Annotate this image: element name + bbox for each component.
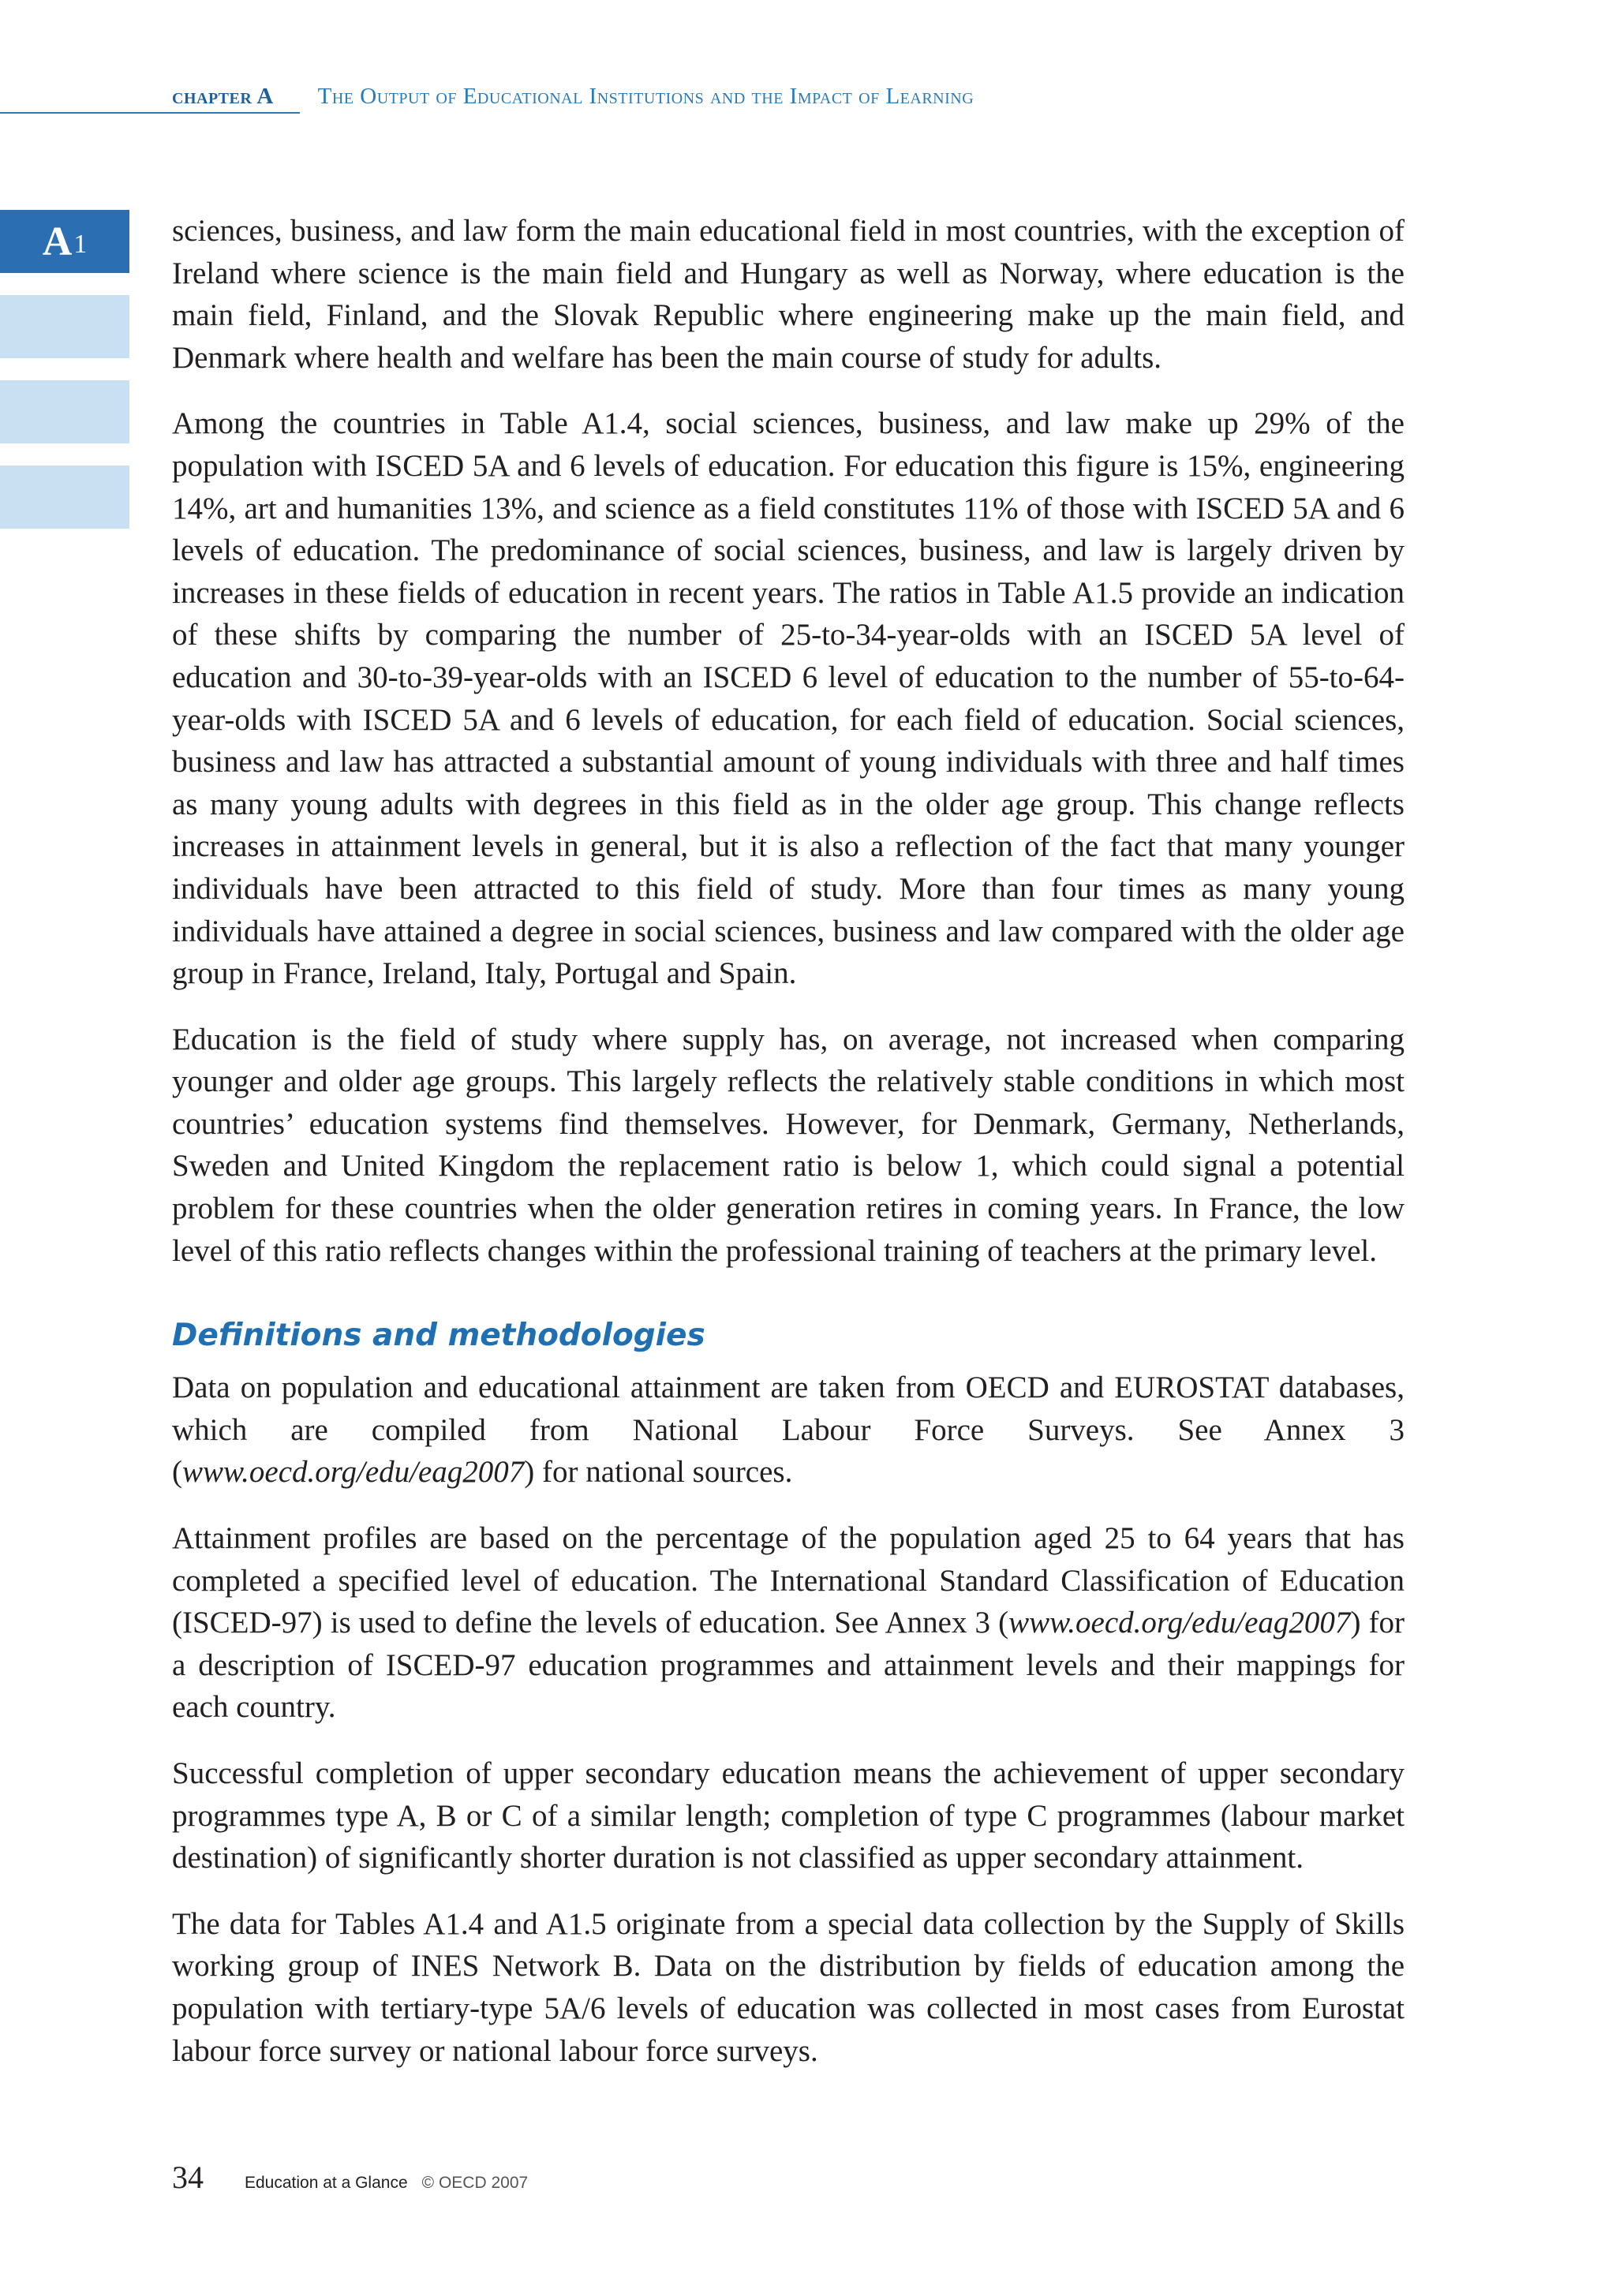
header-rule — [0, 112, 300, 114]
side-tabs — [0, 210, 129, 529]
paragraph-text: Attainment profiles are based on the percentage of the population aged 25 to 64 years that has completed a specified level of education. The International Standard Classification of Education (ISCED-97) is used to define the levels of education. See Annex 3 ( — [172, 1521, 1405, 1640]
section-tab-sub: 1 — [73, 230, 88, 259]
section-tab-a1 — [0, 210, 129, 273]
oecd-link[interactable]: www.oecd.org/edu/eag2007 — [182, 1455, 525, 1490]
paragraph: Education is the field of study where supply has, on average, not increased when comparing younger and older age groups. This largely reflects the relatively stable conditions in which most countries’ education systems find themselves. However, for Denmark, Germany, Netherlands, Sweden and United Kingdom the replacement ratio is below 1, which could signal a potential problem for these countries when the older generation retires in coming years. In France, the low level of this ratio reflects changes within the professional training of teachers at the primary level. — [172, 1022, 1405, 1268]
oecd-link[interactable]: www.oecd.org/edu/eag2007 — [1008, 1606, 1351, 1640]
publication-title: Education at a Glance — [245, 2174, 408, 2192]
page-footer — [172, 2159, 528, 2196]
section-tab-blank — [0, 295, 129, 358]
chapter-label: chapter A — [172, 84, 274, 109]
copyright: © OECD 2007 — [421, 2174, 529, 2192]
paragraph: The data for Tables A1.4 and A1.5 originate from a special data collection by the Supply of Skills working group of INES Network B. Data on the distribution by fields of education among the population with tertiary-type 5A/6 levels of education was collected in most cases from Eurostat labour force survey or national labour force surveys. — [172, 1906, 1405, 2068]
paragraph — [172, 1517, 1405, 1729]
paragraph-text: ) for national sources. — [524, 1455, 793, 1490]
section-tab-label: A — [42, 219, 73, 264]
running-head — [172, 84, 974, 110]
section-tab-blank — [0, 380, 129, 443]
paragraph-text: Data on population and educational attainment are taken from OECD and EUROSTAT databases, which are compiled from National Labour Force Surveys. See Annex 3 ( — [172, 1370, 1405, 1490]
page-content — [172, 210, 1405, 2096]
chapter-title: The Output of Educational Institutions and the Impact of Learning — [317, 84, 974, 109]
paragraph — [172, 1367, 1405, 1494]
section-tab-blank — [0, 466, 129, 529]
paragraph: Among the countries in Table A1.4, social sciences, business, and law make up 29% of the population with ISCED 5A and 6 levels of education. For education this figure is 15%, engineering 14%, art and humanities 13%, and science as a field constitutes 11% of those with ISCED 5A and 6 levels of education. The predominance of social sciences, business, and law is largely driven by increases in these fields of education in recent years. The ratios in Table A1.5 provide an indication of these shifts by comparing the number of 25-to-34-year-olds with an ISCED 5A level of education and 30-to-39-year-olds with an ISCED 6 level of education to the number of 55-to-64-year-olds with ISCED 5A and 6 levels of education, for each field of education. Social sciences, business and law has attracted a substantial amount of young individuals with three and half times as many young adults with degrees in this field as in the older age group. This change reflects increases in attainment levels in general, but it is also a reflection of the fact that many younger individuals have been attracted to this field of study. More than four times as many young individuals have attained a degree in social sciences, business and law compared with the older age group in France, Ireland, Italy, Portugal and Spain. — [172, 406, 1405, 991]
paragraph: sciences, business, and law form the main educational field in most countries, with the exception of Ireland where science is the main field and Hungary as well as Norway, where education is the main field, Finland, and the Slovak Republic where engineering make up the main field, and Denmark where health and welfare has been the main course of study for adults. — [172, 214, 1405, 375]
paragraph: Successful completion of upper secondary education means the achievement of upper secondary programmes type A, B or C of a similar length; completion of type C programmes (labour market destination) of significantly shorter duration is not classified as upper secondary attainment. — [172, 1756, 1405, 1875]
section-heading: Definitions and methodologies — [172, 1318, 705, 1354]
paragraph-text: ) for a description of ISCED-97 education programmes and attainment levels and their mappings for each country. — [172, 1606, 1405, 1725]
page-number: 34 — [172, 2160, 204, 2195]
